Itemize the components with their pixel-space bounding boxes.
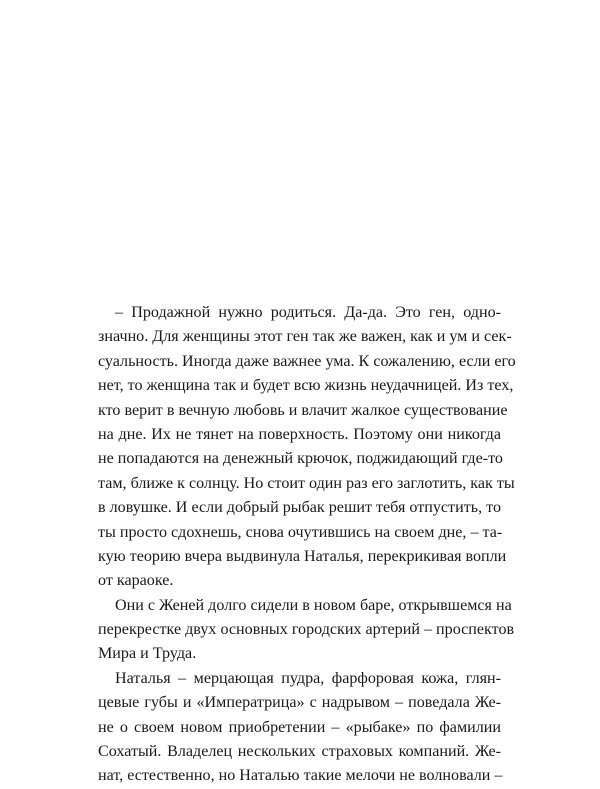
text-line: нет, то женщина так и будет всю жизнь неудачницей. Из тех, <box>98 377 514 395</box>
text-line: не попадаются на денежный крючок, поджидающий где-то <box>98 450 503 468</box>
text-line: Мира и Труда. <box>98 645 197 663</box>
text-line: значно. Для женщины этот ген так же важен, как и ум и сек- <box>98 328 512 346</box>
text-line: в ловушке. И если добрый рыбак решит тебя отпустить, то <box>98 499 501 517</box>
paragraph-3 <box>98 667 501 789</box>
text-line: Наталья – мерцающая пудра, фарфоровая кожа, глян- <box>115 669 501 687</box>
text-line: – Продажной нужно родиться. Да-да. Это ген, одно- <box>115 304 501 321</box>
text-line: кую теорию вчера выдвинула Наталья, перекрикивая вопли <box>98 547 507 565</box>
body-text <box>98 301 516 789</box>
paragraph-1 <box>98 301 516 594</box>
text-line: суальность. Иногда даже важнее ума. К сожалению, если его <box>98 352 516 370</box>
text-line: там, ближе к солнцу. Но стоит один раз его заглотить, как ты <box>98 474 515 492</box>
text-line: перекрестке двух основных городских артерий – проспектов <box>98 621 515 639</box>
text-line: ты просто сдохнешь, снова очутившись на своем дне, – та- <box>98 523 503 541</box>
text-line: кто верит в вечную любовь и влачит жалкое существование <box>98 401 508 419</box>
text-line: на дне. Их не тянет на поверхность. Поэтому они никогда <box>98 425 501 443</box>
paragraph-2 <box>98 594 515 667</box>
text-line: Сохатый. Владелец нескольких страховых компаний. Же- <box>98 743 501 761</box>
text-line: Они с Женей долго сидели в новом баре, открывшемся на <box>115 596 512 614</box>
text-line: цевые губы и «Императрица» с надрывом – поведала Же- <box>98 694 501 712</box>
text-line: не о своем новом приобретении – «рыбаке» по фамилии <box>98 718 501 736</box>
text-line: от караоке. <box>98 572 174 590</box>
text-line: нат, естественно, но Наталью такие мелочи не волновали – <box>98 767 503 785</box>
